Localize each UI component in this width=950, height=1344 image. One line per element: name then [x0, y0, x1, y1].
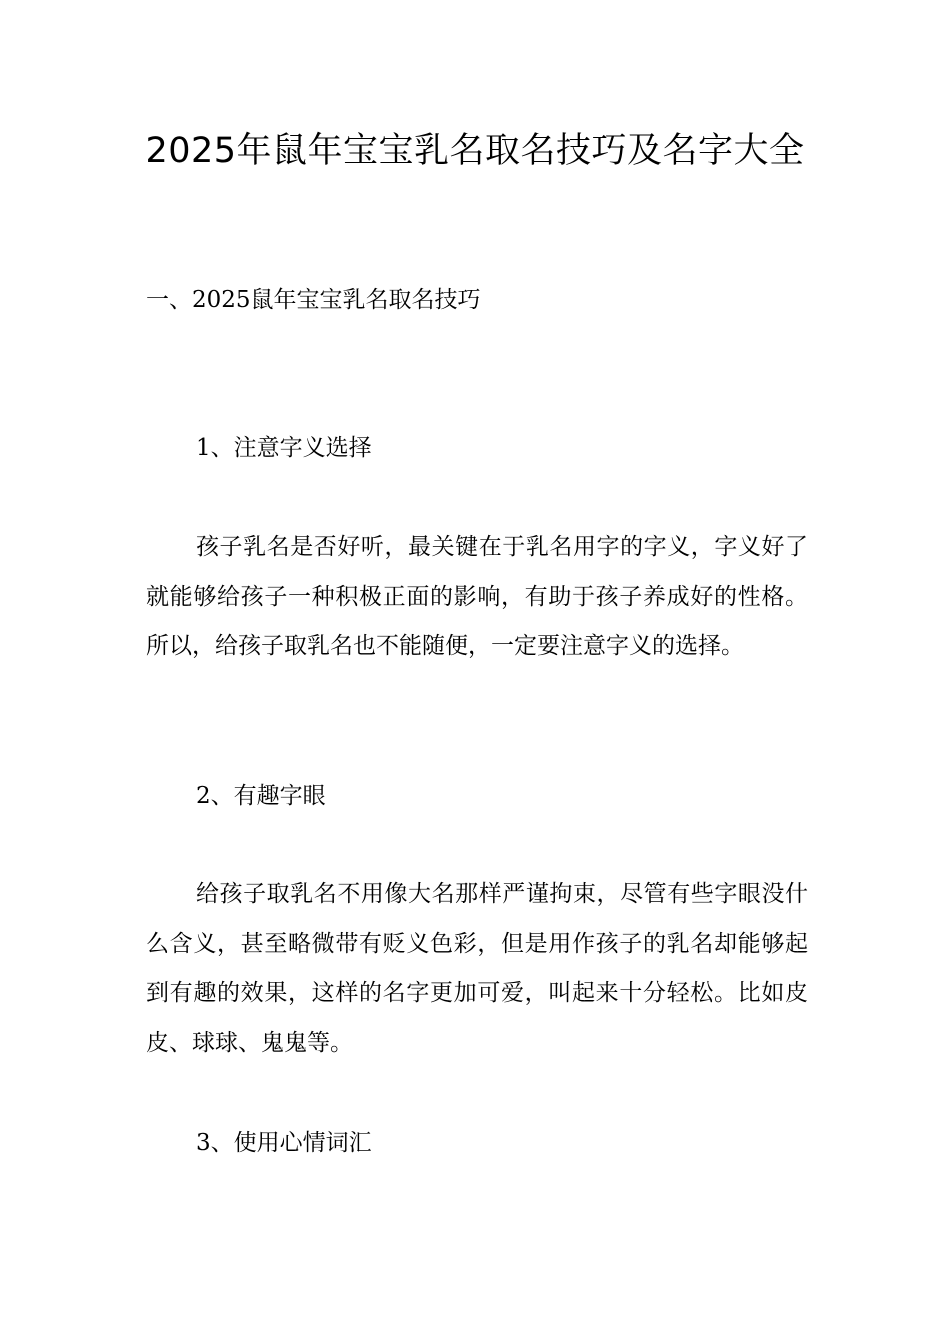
subheading-3: 3、使用心情词汇: [196, 1130, 372, 1156]
subheading-1: 1、注意字义选择: [196, 435, 372, 461]
subheading-2: 2、有趣字眼: [196, 783, 326, 809]
paragraph-2: 给孩子取乳名不用像大名那样严谨拘束，尽管有些字眼没什么含义，甚至略微带有贬义色彩，但是用作孩子的乳名却能够起到有趣的效果，这样的名字更加可爱，叫起来十分轻松。比如皮皮、球球、鬼鬼等。: [146, 881, 808, 1056]
document-title: 2025年鼠年宝宝乳名取名技巧及名字大全: [145, 131, 805, 171]
section-heading: 一、2025鼠年宝宝乳名取名技巧: [146, 287, 481, 313]
paragraph-1: 孩子乳名是否好听，最关键在于乳名用字的字义，字义好了就能够给孩子一种积极正面的影响，有助于孩子养成好的性格。所以，给孩子取乳名也不能随便，一定要注意字义的选择。: [146, 534, 808, 659]
